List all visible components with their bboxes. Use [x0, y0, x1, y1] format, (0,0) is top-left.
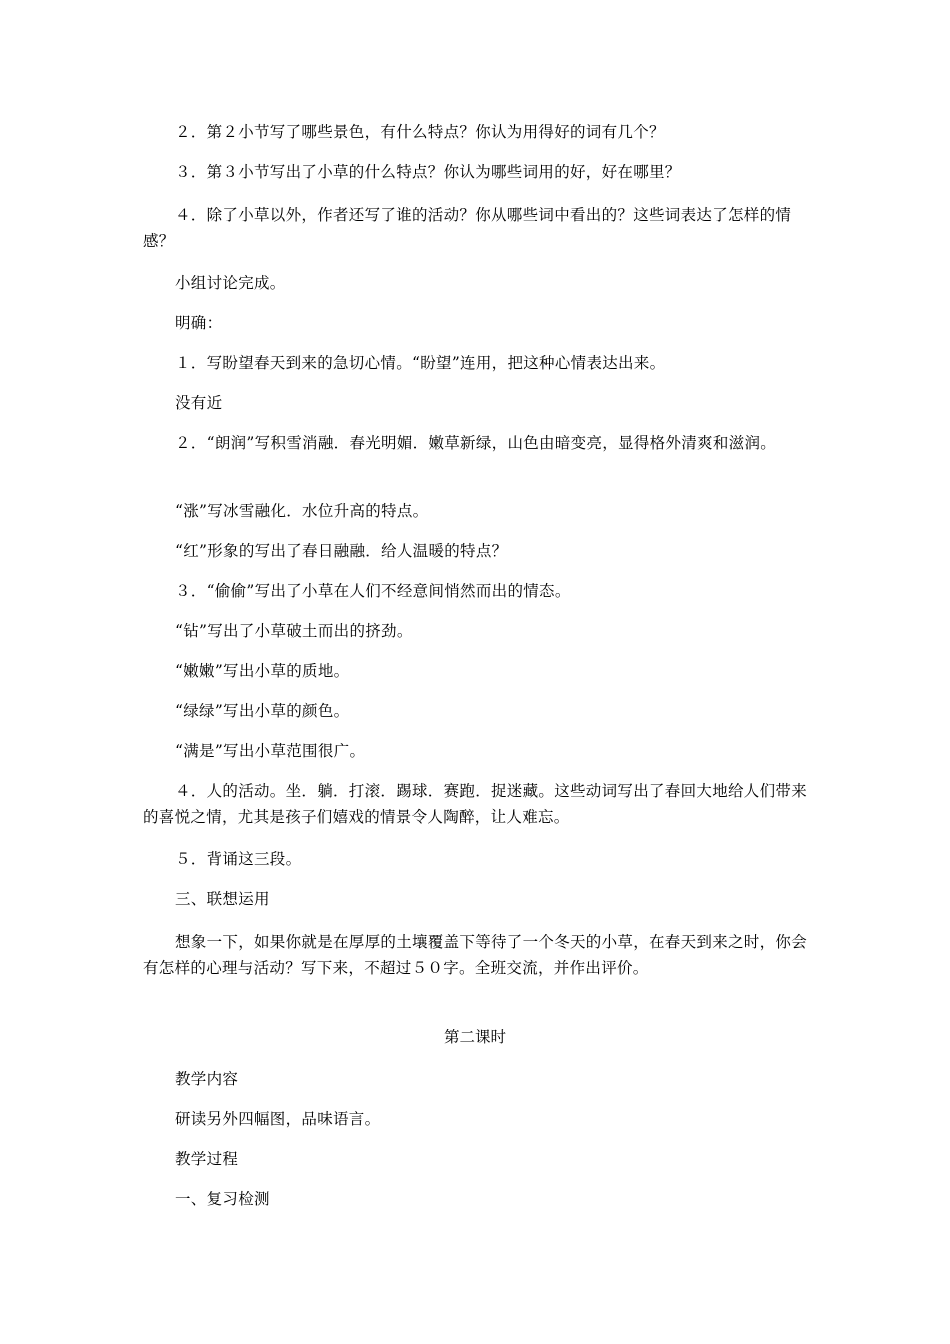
review-heading: 一、复习检测 — [175, 1190, 270, 1208]
paragraph-group-discussion: 小组讨论完成。 — [175, 274, 286, 292]
paragraph-imagine: 想象一下，如果你就是在厚厚的土壤覆盖下等待了一个冬天的小草，在春天到来之时，你会有怎样的心理与活动？写下来，不超过５０字。全班交流，并作出评价。 — [143, 933, 808, 977]
paragraph-zuan: “钻”写出了小草破土而出的挤劲。 — [175, 622, 413, 640]
paragraph-answer-1: １．写盼望春天到来的急切心情。“盼望”连用，把这种心情表达出来。 — [175, 354, 666, 372]
paragraph-manshi: “满是”写出小草范围很广。 — [175, 742, 366, 760]
section-heading-association: 三、联想运用 — [175, 890, 270, 908]
teaching-content-heading: 教学内容 — [175, 1070, 239, 1088]
lesson-title: 第二课时 — [443, 1028, 506, 1046]
paragraph-zhang: “涨”写冰雪融化．水位升高的特点。 — [175, 502, 429, 520]
paragraph-lvlv: “绿绿”写出小草的颜色。 — [175, 702, 350, 720]
paragraph-clarify-heading: 明确： — [175, 314, 223, 332]
paragraph-answer-2: ２．“朗润”写积雪消融．春光明媚．嫩草新绿，山色由暗变亮，显得格外清爽和滋润。 — [175, 434, 777, 452]
paragraph-nennen: “嫩嫩”写出小草的质地。 — [175, 662, 350, 680]
paragraph-recite: ５．背诵这三段。 — [175, 850, 302, 868]
paragraph-hong: “红”形象的写出了春日融融．给人温暖的特点？ — [175, 542, 508, 560]
teaching-process-heading: 教学过程 — [175, 1150, 239, 1168]
paragraph-question-4: ４．除了小草以外，作者还写了谁的活动？你从哪些词中看出的？这些词表达了怎样的情感？ — [143, 206, 792, 250]
paragraph-fragment: 没有近 — [175, 394, 223, 412]
paragraph-answer-4: ４．人的活动。坐．躺．打滚．踢球．赛跑．捉迷藏。这些动词写出了春回大地给人们带来的喜悦之情，尤其是孩子们嬉戏的情景令人陶醉，让人难忘。 — [143, 782, 808, 826]
teaching-content-text: 研读另外四幅图，品味语言。 — [175, 1110, 381, 1128]
paragraph-question-3: ３．第３小节写出了小草的什么特点？你认为哪些词用的好，好在哪里？ — [175, 163, 681, 181]
paragraph-answer-3: ３．“偷偷”写出了小草在人们不经意间悄然而出的情态。 — [175, 582, 571, 600]
paragraph-question-2: ２．第２小节写了哪些景色，有什么特点？你认为用得好的词有几个？ — [175, 123, 665, 141]
